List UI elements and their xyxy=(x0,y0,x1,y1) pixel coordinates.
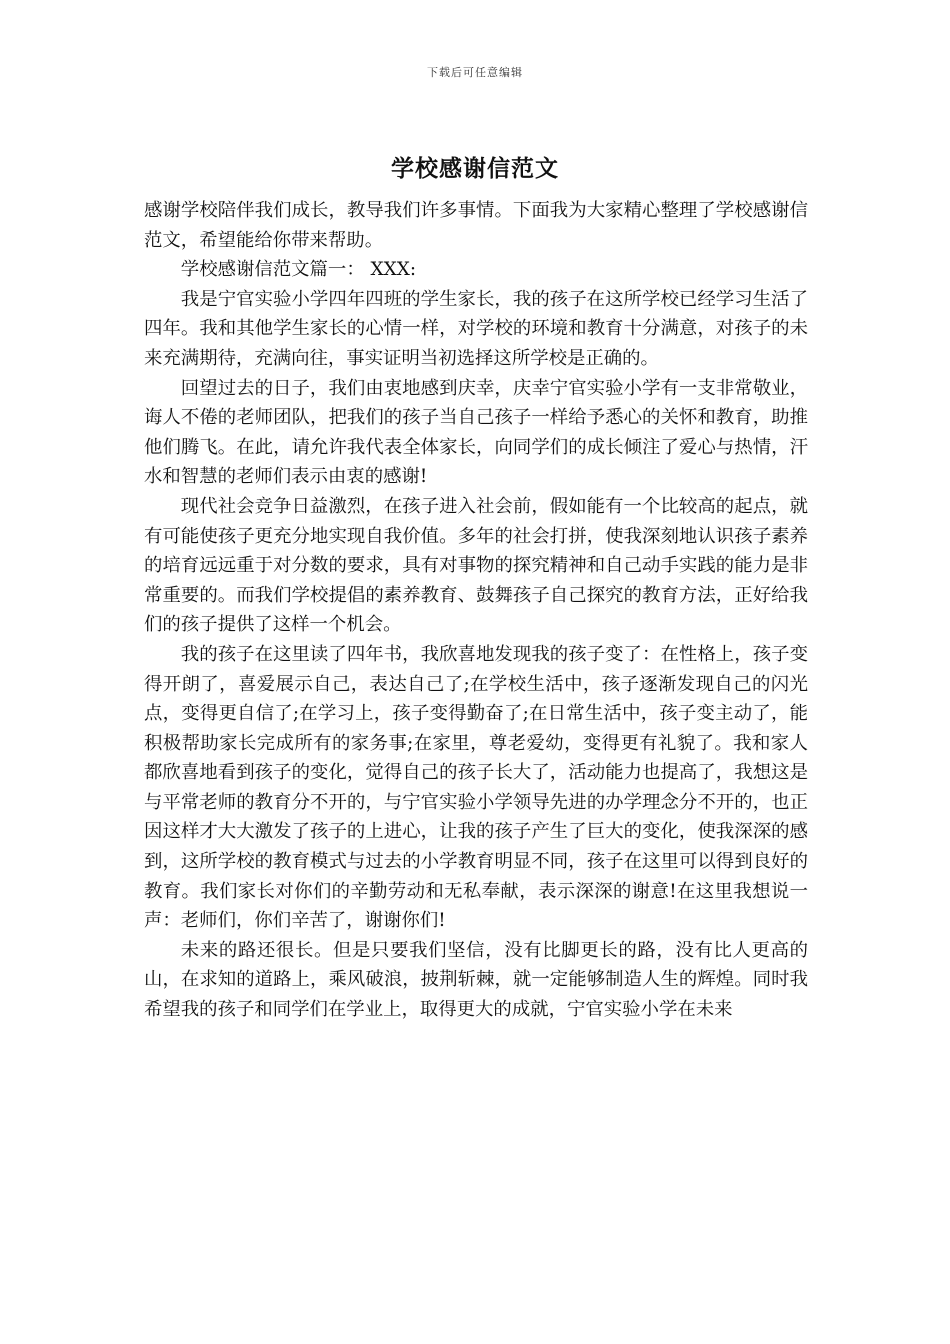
body-paragraph: 未来的路还很长。但是只要我们坚信，没有比脚更长的路，没有比人更高的山，在求知的道路上，乘风破浪，披荆斩棘，就一定能够制造人生的辉煌。同时我希望我的孩子和同学们在学业上，取得更大的成就，宁官实验小学在未来 xyxy=(144,939,808,1021)
body-paragraph: 我的孩子在这里读了四年书，我欣喜地发现我的孩子变了：在性格上，孩子变得开朗了，喜爱展示自己，表达自己了;在学校生活中，孩子逐渐发现自己的闪光点，变得更自信了;在学习上，孩子变得勤奋了;在日常生活中，孩子变主动了，能积极帮助家长完成所有的家务事;在家里，尊老爱幼，变得更有礼貌了。我和家人都欣喜地看到孩子的变化，觉得自己的孩子长大了，活动能力也提高了，我想这是与平常老师的教育分不开的，与宁官实验小学领导先进的办学理念分不开的，也正因这样才大大激发了孩子的上进心，让我的孩子产生了巨大的变化，使我深深的感到，这所学校的教育模式与过去的小学教育明显不同，孩子在这里可以得到良好的教育。我们家长对你们的辛勤劳动和无私奉献，表示深深的谢意!在这里我想说一声：老师们，你们辛苦了，谢谢你们! xyxy=(144,643,808,932)
body-paragraph: 现代社会竞争日益激烈，在孩子进入社会前，假如能有一个比较高的起点，就有可能使孩子更充分地实现自我价值。多年的社会打拼，使我深刻地认识孩子素养的培育远远重于对分数的要求，具有对事物的探究精神和自己动手实践的能力是非常重要的。而我们学校提倡的素养教育、鼓舞孩子自己探究的教育方法，正好给我们的孩子提供了这样一个机会。 xyxy=(144,495,808,636)
document-title: 学校感谢信范文 xyxy=(391,155,559,182)
section-heading: 学校感谢信范文篇一： XXX: xyxy=(180,259,417,281)
document-body xyxy=(144,196,808,1025)
body-paragraph: 我是宁官实验小学四年四班的学生家长，我的孩子在这所学校已经学习生活了四年。我和其他学生家长的心情一样，对学校的环境和教育十分满意，对孩子的未来充满期待，充满向往，事实证明当初选择这所学校是正确的。 xyxy=(144,288,808,369)
intro-paragraph: 感谢学校陪伴我们成长，教导我们许多事情。下面我为大家精心整理了学校感谢信范文，希望能给你带来帮助。 xyxy=(144,200,808,251)
body-paragraph: 回望过去的日子，我们由衷地感到庆幸，庆幸宁官实验小学有一支非常敬业，诲人不倦的老师团队，把我们的孩子当自己孩子一样给予悉心的关怀和教育，助推他们腾飞。在此，请允许我代表全体家长，向同学们的成长倾注了爱心与热情，汗水和智慧的老师们表示由衷的感谢! xyxy=(144,377,808,488)
header-note: 下载后可任意编辑 xyxy=(427,66,523,79)
